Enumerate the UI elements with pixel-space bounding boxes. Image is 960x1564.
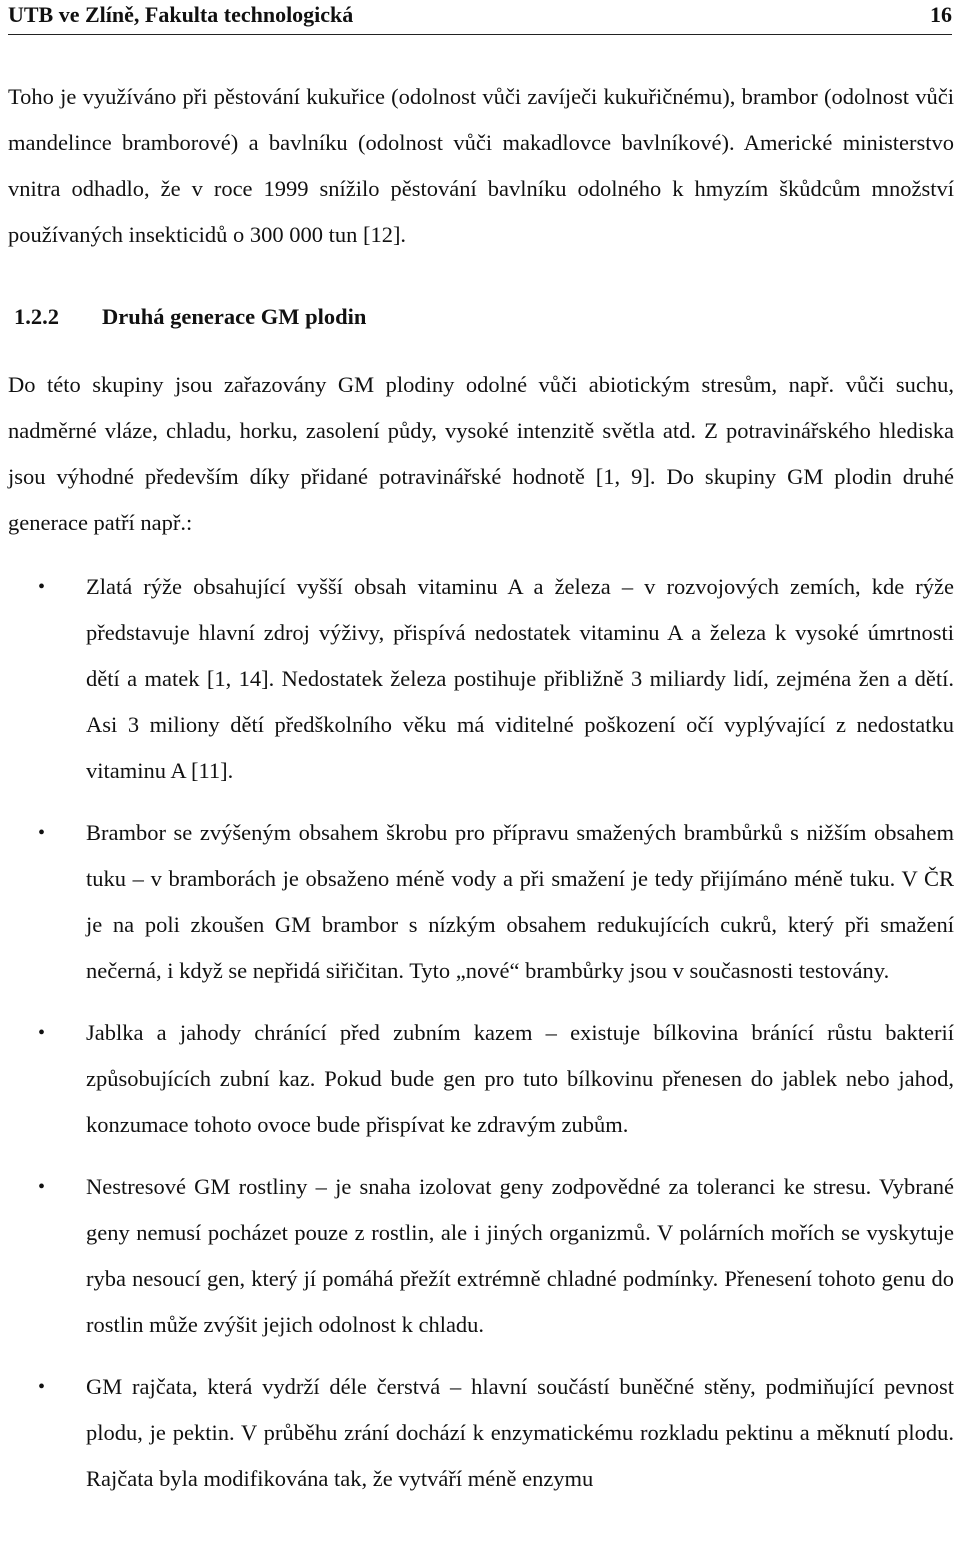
intro-paragraph: Toho je využíváno při pěstování kukuřice (odolnost vůči zavíječi kukuřičnému), brambor (odolnost vůči mandelince bramborové) a bavlníku (odolnost vůči makadlovce bavlníkové). Americké ministerstvo vnitra odhadlo, že v roce 1999 snížilo pěstování bavlníku odolného k hmyzím škůdcům množství používaných insekticidů o 300 000 tun [12]. <box>8 84 954 247</box>
bullet-icon: • <box>38 1022 46 1044</box>
bullet-list <box>8 564 954 1502</box>
bullet-icon: • <box>38 1176 46 1198</box>
section-paragraph: Do této skupiny jsou zařazovány GM plodiny odolné vůči abiotickým stresům, např. vůči suchu, nadměrné vláze, chladu, horku, zasolení půdy, vysoké intenzitě světla atd. Z potravinářského hlediska jsou výhodné především díky přidané potravinářské hodnotě [1, 9]. Do skupiny GM plodin druhé generace patří např.: <box>8 372 954 535</box>
running-header <box>8 0 952 35</box>
page-content <box>8 74 954 1518</box>
list-item-text: GM rajčata, která vydrží déle čerstvá – hlavní součástí buněčné stěny, podmiňující pevnost plodu, je pektin. V průběhu zrání dochází k enzymatickému rozkladu pektinu a měknutí plodu. Rajčata byla modifikována tak, že vytváří méně enzymu <box>86 1374 954 1491</box>
bullet-icon: • <box>38 576 46 598</box>
header-title: UTB ve Zlíně, Fakulta technologická <box>8 2 354 27</box>
bullet-icon: • <box>38 1376 46 1398</box>
page-number: 16 <box>930 2 952 27</box>
list-item <box>8 810 954 994</box>
bullet-icon: • <box>38 822 46 844</box>
section-title: Druhá generace GM plodin <box>102 304 367 329</box>
list-item <box>8 1164 954 1348</box>
section-number: 1.2.2 <box>14 304 59 329</box>
list-item-text: Nestresové GM rostliny – je snaha izolovat geny zodpovědné za toleranci ke stresu. Vybrané geny nemusí pocházet pouze z rostlin, ale i jiných organizmů. V polárních mořích se vyskytuje ryba nesoucí gen, který jí pomáhá přežít extrémně chladné podmínky. Přenesení tohoto genu do rostlin může zvýšit jejich odolnost k chladu. <box>86 1174 954 1337</box>
list-item-text: Zlatá rýže obsahující vyšší obsah vitaminu A a železa – v rozvojových zemích, kde rýže představuje hlavní zdroj výživy, přispívá nedostatek vitaminu A a železa k vysoké úmrtnosti dětí a matek [1, 14]. Nedostatek železa postihuje přibližně 3 miliardy lidí, zejména žen a dětí. Asi 3 miliony dětí předškolního věku má viditelné poškození očí vyplývající z nedostatku vitaminu A [11]. <box>86 574 954 783</box>
list-item-text: Jablka a jahody chránící před zubním kazem – existuje bílkovina bránící růstu bakterií způsobujících zubní kaz. Pokud bude gen pro tuto bílkovinu přenesen do jablek nebo jahod, konzumace tohoto ovoce bude přispívat ke zdravým zubům. <box>86 1020 954 1137</box>
list-item <box>8 1010 954 1148</box>
list-item <box>8 1364 954 1502</box>
list-item <box>8 564 954 794</box>
section-heading <box>8 294 954 340</box>
list-item-text: Brambor se zvýšeným obsahem škrobu pro přípravu smažených brambůrků s nižším obsahem tuku – v bramborách je obsaženo méně vody a při smažení je tedy přijímáno méně tuku. V ČR je na poli zkoušen GM brambor s nízkým obsahem redukujících cukrů, který při smažení nečerná, i když se nepřidá siřičitan. Tyto „nové“ brambůrky jsou v současnosti testovány. <box>86 820 954 983</box>
